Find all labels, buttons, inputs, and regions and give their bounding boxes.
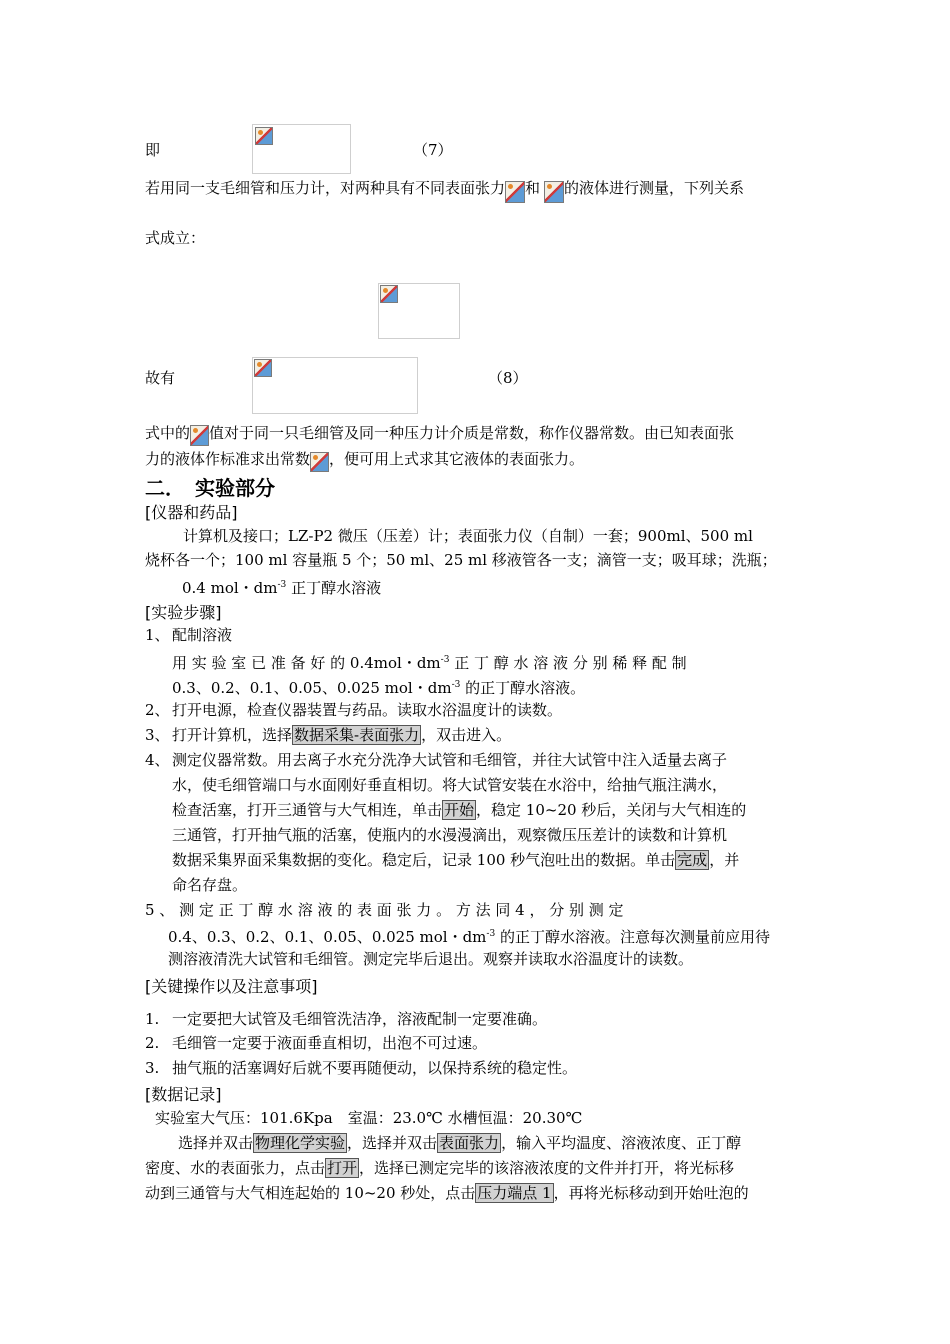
instruments-line2: 烧杯各一个；100 ml 容量瓶 5 个；50 ml、25 ml 移液管各一支；滴管一支；吸耳球；洗瓶； bbox=[145, 551, 777, 569]
note1-number: 1. bbox=[145, 1010, 160, 1028]
start-button-label[interactable]: 开始 bbox=[444, 801, 475, 819]
instruments-line1: 计算机及接口；LZ-P2 微压（压差）计；表面张力仪（自制）一套；900ml、500 ml bbox=[183, 527, 753, 545]
instruments-line3: 0.4 mol・$dm^{-3}$ 正丁醇水溶液 bbox=[182, 579, 382, 597]
step2-number: 2、 bbox=[145, 701, 170, 719]
step3-number: 3、 bbox=[145, 726, 170, 744]
step5-line2: 0.4、0.3、0.2、0.1、0.05、0.025 mol・$dm^{-3}$ 的正丁醇水溶液。注意每次测量前应用待 bbox=[168, 928, 770, 946]
step1-line1: 用 实 验 室 已 准 备 好 的 0.4mol・$dm^{-3}$ 正 丁 醇 水 溶 液 分 别 稀 释 配 制 bbox=[172, 654, 687, 672]
data-acquisition-menu-label[interactable]: 数据采集-表面张力 bbox=[294, 726, 420, 744]
step4-line1: 测定仪器常数。用去离子水充分洗净大试管和毛细管，并往大试管中注入适量去离子 bbox=[172, 751, 728, 769]
eq7-prefix: 即 bbox=[145, 141, 161, 159]
gamma1-symbol-image bbox=[505, 181, 525, 203]
equation-7-image bbox=[252, 124, 351, 174]
eq7-number: （7） bbox=[413, 141, 453, 159]
records-heading: [数据记录] bbox=[145, 1085, 222, 1104]
records-line4: 动到三通管与大气相连起始的 10~20 秒处，点击 压力端点 1 ，再将光标移动到开始吐泡的 bbox=[145, 1184, 749, 1202]
step4-line4: 三通管，打开抽气瓶的活塞，使瓶内的水漫漫滴出，观察微压压差计的读数和计算机 bbox=[172, 826, 728, 844]
step4-line5: 数据采集界面采集数据的变化。稳定后，记录 100 秒气泡吐出的数据。单击 完成 ，并 bbox=[172, 851, 740, 869]
gamma2-symbol-image bbox=[544, 181, 564, 203]
steps-heading: [实验步骤] bbox=[145, 603, 222, 622]
step1-line2: 0.3、0.2、0.1、0.05、0.025 mol・$dm^{-3}$ 的正丁醇水溶液。 bbox=[172, 679, 586, 697]
step4-number: 4、 bbox=[145, 751, 170, 769]
para1-line2: 式成立： bbox=[145, 229, 206, 247]
physical-chemistry-experiment-label[interactable]: 物理化学实验 bbox=[255, 1134, 346, 1152]
open-button-label[interactable]: 打开 bbox=[327, 1159, 358, 1177]
para2-line2: 力的液体作标准求出常数 ，便可用上式求其它液体的表面张力。 bbox=[145, 449, 584, 472]
note1-text: 一定要把大试管及毛细管洗洁净，溶液配制一定要准确。 bbox=[172, 1010, 548, 1028]
step5-line1: 5 、 测 定 正 丁 醇 水 溶 液 的 表 面 张 力 。 方 法 同 4 ， 分 别 测 定 bbox=[145, 901, 624, 919]
step4-line3: 检查活塞，打开三通管与大气相连，单击 开始 ，稳定 10~20 秒后，关闭与大气相连的 bbox=[172, 801, 747, 819]
surface-tension-label[interactable]: 表面张力 bbox=[439, 1134, 500, 1152]
equation-8-image bbox=[252, 357, 418, 414]
instruments-heading: [仪器和药品] bbox=[145, 503, 238, 522]
note3-text: 抽气瓶的活塞调好后就不要再随便动，以保持系统的稳定性。 bbox=[172, 1059, 578, 1077]
broken-image-icon bbox=[254, 359, 272, 377]
step4-line6: 命名存盘。 bbox=[172, 876, 248, 894]
finish-button-label[interactable]: 完成 bbox=[677, 851, 708, 869]
notes-heading: [关键操作以及注意事项] bbox=[145, 977, 318, 996]
k-constant-image-2 bbox=[310, 452, 329, 472]
step4-line2: 水，使毛细管端口与水面刚好垂直相切。将大试管安装在水浴中，给抽气瓶注满水， bbox=[172, 776, 728, 794]
step1-title: 配制溶液 bbox=[172, 626, 233, 644]
eq8-prefix: 故有 bbox=[145, 369, 176, 387]
para1-line1: 若用同一支毛细管和压力计，对两种具有不同表面张力 和 的液体进行测量，下列关系 bbox=[145, 178, 744, 203]
para2-line1: 式中的 值对于同一只毛细管及同一种压力计介质是常数，称作仪器常数。由已知表面张 bbox=[145, 423, 734, 446]
records-line2: 选择并双击 物理化学实验 ，选择并双击 表面张力 ，输入平均温度、溶液浓度、正丁醇 bbox=[178, 1134, 742, 1152]
broken-image-icon bbox=[255, 127, 273, 145]
note2-text: 毛细管一定要于液面垂直相切，出泡不可过速。 bbox=[172, 1034, 488, 1052]
step5-line3: 测溶液清洗大试管和毛细管。测定完毕后退出。观察并读取水浴温度计的读数。 bbox=[168, 950, 694, 968]
records-conditions: 实验室大气压：101.6Kpa 室温：23.0℃ 水槽恒温：20.30℃ bbox=[155, 1109, 583, 1127]
records-line3: 密度、水的表面张力，点击 打开 ，选择已测定完毕的该溶液浓度的文件并打开，将光标移 bbox=[145, 1159, 735, 1177]
step1-number: 1、 bbox=[145, 626, 170, 644]
broken-image-icon bbox=[380, 285, 398, 303]
note3-number: 3. bbox=[145, 1059, 160, 1077]
k-constant-image bbox=[190, 425, 209, 446]
step2-text: 打开电源，检查仪器装置与药品。读取水浴温度计的读数。 bbox=[172, 701, 563, 719]
step3-text: 打开计算机，选择 数据采集-表面张力 ，双击进入。 bbox=[172, 726, 512, 744]
note2-number: 2. bbox=[145, 1034, 160, 1052]
ratio-equation-image bbox=[378, 283, 460, 339]
section-title: 二． 实验部分 bbox=[145, 476, 275, 500]
eq8-number: （8） bbox=[488, 369, 528, 387]
pressure-endpoint-1-label[interactable]: 压力端点 1 bbox=[477, 1184, 552, 1202]
